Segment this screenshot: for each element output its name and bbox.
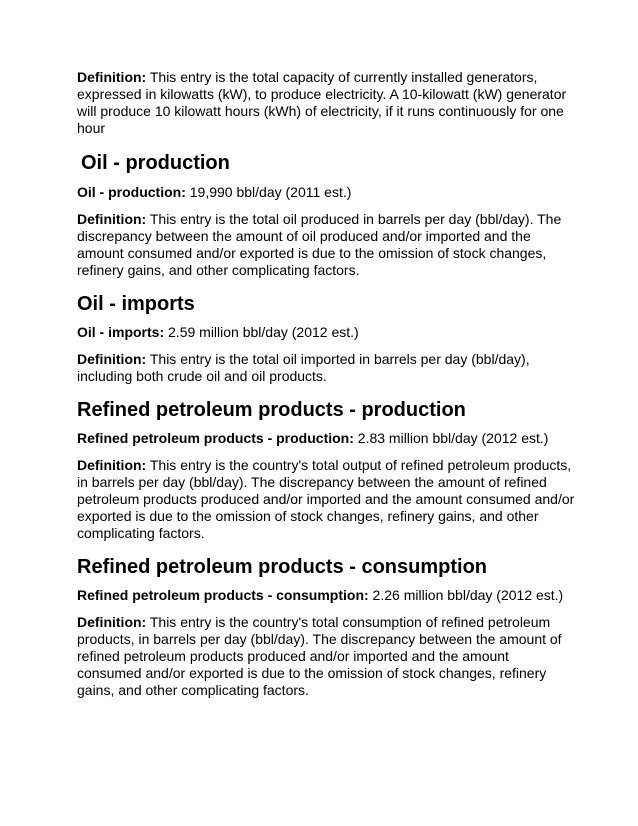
section-heading-refined-production: Refined petroleum products - production — [77, 399, 466, 421]
definition-text: This entry is the country's total output of refined petroleum products, in barrels per day (bbl/day). The discrepancy between the amount of refined petroleum products produced and/or imported and the amount consumed and/or exported is due to the omission of stock changes, refinery gains, and other complicating factors. — [77, 457, 575, 541]
definition-label: Definition: — [77, 351, 147, 367]
definition-text: This entry is the total capacity of currently installed generators, expressed in kilowatts (kW), to produce electricity. A 10-kilowatt (kW) generator will produce 10 kilowatt hours (kWh) of electricity, if it runs continuously for one hour — [77, 69, 567, 136]
refined-production-value — [77, 430, 577, 447]
definition-label: Definition: — [77, 211, 147, 227]
oil-imports-value — [77, 324, 577, 341]
document-page — [77, 69, 577, 699]
value-text: 19,990 bbl/day (2011 est.) — [185, 184, 352, 200]
value-label: Oil - production: — [77, 184, 186, 200]
section-heading-oil-production: Oil - production — [81, 152, 230, 174]
value-label: Refined petroleum products - consumption: — [77, 587, 369, 603]
section-heading-oil-imports: Oil - imports — [77, 293, 195, 315]
definition-label: Definition: — [77, 457, 147, 473]
oil-production-definition — [77, 211, 577, 279]
definition-text: This entry is the total oil imported in barrels per day (bbl/day), including both crude oil and oil products. — [77, 351, 530, 384]
definition-text: This entry is the total oil produced in barrels per day (bbl/day). The discrepancy between the amount of oil produced and/or imported and the amount consumed and/or exported is due to the omission of stock changes, refinery gains, and other complicating factors. — [77, 211, 562, 278]
value-text: 2.26 million bbl/day (2012 est.) — [368, 587, 564, 603]
definition-text: This entry is the country's total consumption of refined petroleum products, in barrels per day (bbl/day). The discrepancy between the amount of refined petroleum products produced and/or imported and the amount consumed and/or exported is due to the omission of stock changes, refinery gains, and other complicating factors. — [77, 614, 562, 698]
value-label: Refined petroleum products - production: — [77, 430, 354, 446]
oil-imports-definition — [77, 351, 577, 385]
oil-production-value — [77, 184, 577, 201]
value-label: Oil - imports: — [77, 324, 165, 340]
refined-consumption-definition — [77, 614, 577, 699]
section-heading-refined-consumption: Refined petroleum products - consumption — [77, 556, 488, 578]
electricity-definition — [77, 69, 577, 137]
refined-production-definition — [77, 457, 577, 542]
definition-label: Definition: — [77, 69, 147, 85]
refined-consumption-value — [77, 587, 577, 604]
value-text: 2.59 million bbl/day (2012 est.) — [164, 324, 359, 340]
definition-label: Definition: — [77, 614, 147, 630]
value-text: 2.83 million bbl/day (2012 est.) — [353, 430, 549, 446]
